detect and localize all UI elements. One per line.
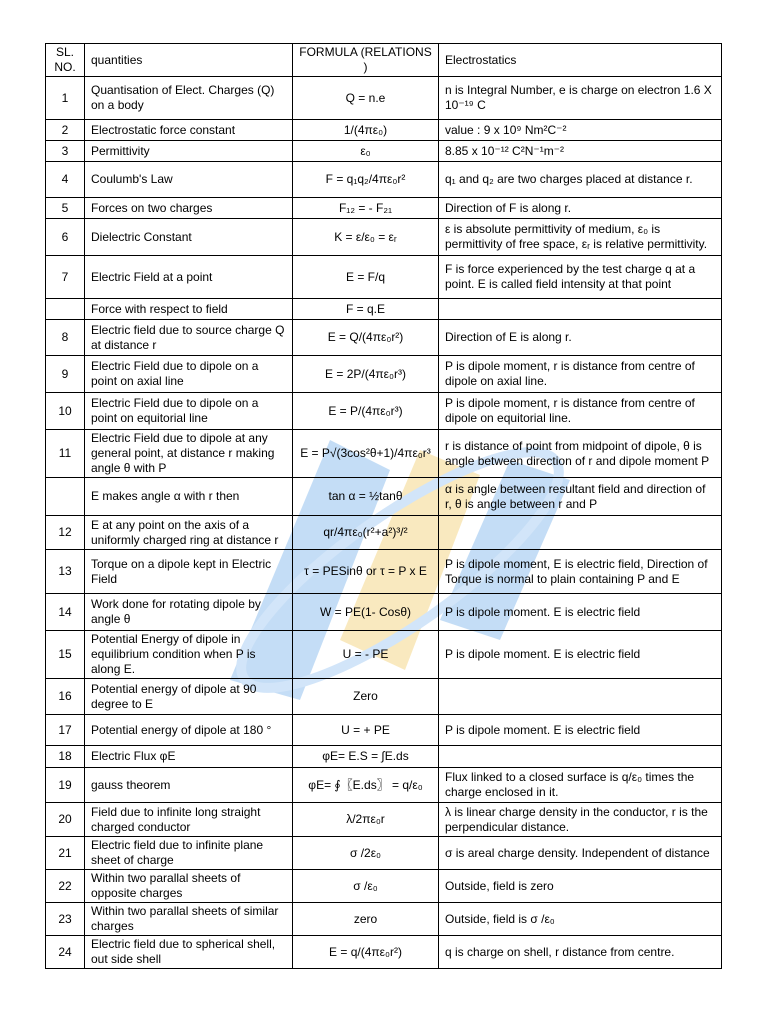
- note-cell: P is dipole moment, r is distance from centre of dipole on equitorial line.: [439, 393, 722, 430]
- row-number: 10: [46, 393, 85, 430]
- note-cell: Direction of E is along r.: [439, 320, 722, 356]
- formula-cell: W = PE(1- Cosθ): [293, 594, 439, 631]
- quantity-cell: gauss theorem: [85, 768, 293, 803]
- row-number: 23: [46, 903, 85, 936]
- header-topic: Electrostatics: [439, 44, 722, 77]
- formula-cell: σ /ε₀: [293, 870, 439, 903]
- row-number: 20: [46, 803, 85, 837]
- quantity-cell: Potential Energy of dipole in equilibrium condition when P is along E.: [85, 631, 293, 679]
- quantity-cell: Electrostatic force constant: [85, 120, 293, 141]
- table-row: [46, 679, 722, 715]
- note-cell: [439, 746, 722, 768]
- row-number: [46, 299, 85, 320]
- quantity-cell: E at any point on the axis of a uniformly charged ring at distance r: [85, 516, 293, 550]
- table-row: [46, 715, 722, 746]
- table-row: [46, 837, 722, 870]
- header-quantities: quantities: [85, 44, 293, 77]
- quantity-cell: Within two parallal sheets of opposite charges: [85, 870, 293, 903]
- row-number: 12: [46, 516, 85, 550]
- note-cell: [439, 516, 722, 550]
- table-row: [46, 77, 722, 120]
- formula-cell: U = + PE: [293, 715, 439, 746]
- row-number: 6: [46, 219, 85, 256]
- formula-cell: Zero: [293, 679, 439, 715]
- header-formula: FORMULA (RELATIONS ): [293, 44, 439, 77]
- formula-cell: U = - PE: [293, 631, 439, 679]
- table-row: [46, 746, 722, 768]
- quantity-cell: Potential energy of dipole at 180 °: [85, 715, 293, 746]
- table-row: [46, 120, 722, 141]
- note-cell: λ is linear charge density in the conductor, r is the perpendicular distance.: [439, 803, 722, 837]
- note-cell: 8.85 x 10⁻¹² C²N⁻¹m⁻²: [439, 141, 722, 162]
- row-number: 5: [46, 198, 85, 219]
- table-row: [46, 162, 722, 198]
- table-row: [46, 870, 722, 903]
- formula-cell: E = P/(4πε₀r³): [293, 393, 439, 430]
- quantity-cell: Electric Field due to dipole on a point on equitorial line: [85, 393, 293, 430]
- row-number: 3: [46, 141, 85, 162]
- quantity-cell: Coulumb's Law: [85, 162, 293, 198]
- table-header-row: [46, 44, 722, 77]
- row-number: 9: [46, 356, 85, 393]
- row-number: 18: [46, 746, 85, 768]
- note-cell: P is dipole moment. E is electric field: [439, 715, 722, 746]
- row-number: 7: [46, 256, 85, 299]
- quantity-cell: Electric Field at a point: [85, 256, 293, 299]
- quantity-cell: Force with respect to field: [85, 299, 293, 320]
- formula-cell: ε₀: [293, 141, 439, 162]
- table-row: [46, 936, 722, 969]
- row-number: [46, 478, 85, 516]
- note-cell: q is charge on shell, r distance from centre.: [439, 936, 722, 969]
- quantity-cell: Field due to infinite long straight charged conductor: [85, 803, 293, 837]
- row-number: 19: [46, 768, 85, 803]
- note-cell: Outside, field is σ /ε₀: [439, 903, 722, 936]
- note-cell: value : 9 x 10⁹ Nm²C⁻²: [439, 120, 722, 141]
- table-row: [46, 803, 722, 837]
- table-row: [46, 594, 722, 631]
- note-cell: Flux linked to a closed surface is q/ε₀ times the charge enclosed in it.: [439, 768, 722, 803]
- row-number: 21: [46, 837, 85, 870]
- row-number: 24: [46, 936, 85, 969]
- row-number: 14: [46, 594, 85, 631]
- table-row: [46, 198, 722, 219]
- row-number: 11: [46, 430, 85, 478]
- table-row: [46, 430, 722, 478]
- note-cell: α is angle between resultant field and direction of r, θ is angle between r and P: [439, 478, 722, 516]
- table-row: [46, 356, 722, 393]
- formula-cell: F = q₁q₂/4πε₀r²: [293, 162, 439, 198]
- formula-cell: E = P√(3cos²θ+1)/4πε₀r³: [293, 430, 439, 478]
- note-cell: F is force experienced by the test charge q at a point. E is called field intensity at that point: [439, 256, 722, 299]
- formula-cell: 1/(4πε₀): [293, 120, 439, 141]
- quantity-cell: Dielectric Constant: [85, 219, 293, 256]
- note-cell: P is dipole moment. E is electric field: [439, 594, 722, 631]
- row-number: 1: [46, 77, 85, 120]
- quantity-cell: Quantisation of Elect. Charges (Q) on a body: [85, 77, 293, 120]
- table-row: [46, 631, 722, 679]
- formula-cell: λ/2πε₀r: [293, 803, 439, 837]
- table-row: [46, 903, 722, 936]
- note-cell: [439, 679, 722, 715]
- quantity-cell: E makes angle α with r then: [85, 478, 293, 516]
- quantity-cell: Electric field due to spherical shell, out side shell: [85, 936, 293, 969]
- formula-table: [45, 43, 722, 969]
- formula-cell: zero: [293, 903, 439, 936]
- row-number: 22: [46, 870, 85, 903]
- quantity-cell: Permittivity: [85, 141, 293, 162]
- note-cell: P is dipole moment, E is electric field, Direction of Torque is normal to plain containing P and E: [439, 550, 722, 594]
- quantity-cell: Electric Flux φE: [85, 746, 293, 768]
- table-row: [46, 516, 722, 550]
- note-cell: P is dipole moment. E is electric field: [439, 631, 722, 679]
- note-cell: ε is absolute permittivity of medium, ε₀ is permittivity of free space, εᵣ is relative permittivity.: [439, 219, 722, 256]
- note-cell: σ is areal charge density. Independent of distance: [439, 837, 722, 870]
- formula-cell: F = q.E: [293, 299, 439, 320]
- row-number: 8: [46, 320, 85, 356]
- note-cell: [439, 299, 722, 320]
- note-cell: r is distance of point from midpoint of dipole, θ is angle between direction of r and dipole moment P: [439, 430, 722, 478]
- quantity-cell: Work done for rotating dipole by angle θ: [85, 594, 293, 631]
- table-row: [46, 550, 722, 594]
- quantity-cell: Potential energy of dipole at 90 degree to E: [85, 679, 293, 715]
- quantity-cell: Torque on a dipole kept in Electric Field: [85, 550, 293, 594]
- formula-cell: E = Q/(4πε₀r²): [293, 320, 439, 356]
- formula-cell: φE= E.S = ∫E.ds: [293, 746, 439, 768]
- row-number: 16: [46, 679, 85, 715]
- table-row: [46, 256, 722, 299]
- table-row: [46, 219, 722, 256]
- note-cell: P is dipole moment, r is distance from centre of dipole on axial line.: [439, 356, 722, 393]
- note-cell: q₁ and q₂ are two charges placed at distance r.: [439, 162, 722, 198]
- table-row: [46, 299, 722, 320]
- quantity-cell: Electric Field due to dipole on a point on axial line: [85, 356, 293, 393]
- note-cell: n is Integral Number, e is charge on electron 1.6 X 10⁻¹⁹ C: [439, 77, 722, 120]
- quantity-cell: Electric Field due to dipole at any general point, at distance r making angle θ with P: [85, 430, 293, 478]
- header-sl-no: SL. NO.: [46, 44, 85, 77]
- row-number: 15: [46, 631, 85, 679]
- row-number: 2: [46, 120, 85, 141]
- quantity-cell: Electric field due to source charge Q at distance r: [85, 320, 293, 356]
- quantity-cell: Forces on two charges: [85, 198, 293, 219]
- formula-cell: E = F/q: [293, 256, 439, 299]
- note-cell: Outside, field is zero: [439, 870, 722, 903]
- table-row: [46, 393, 722, 430]
- quantity-cell: Electric field due to infinite plane sheet of charge: [85, 837, 293, 870]
- row-number: 13: [46, 550, 85, 594]
- row-number: 4: [46, 162, 85, 198]
- quantity-cell: Within two parallal sheets of similar charges: [85, 903, 293, 936]
- table-row: [46, 320, 722, 356]
- table-row: [46, 478, 722, 516]
- formula-cell: Q = n.e: [293, 77, 439, 120]
- formula-cell: σ /2ε₀: [293, 837, 439, 870]
- formula-cell: K = ε/ε₀ = εᵣ: [293, 219, 439, 256]
- formula-cell: E = 2P/(4πε₀r³): [293, 356, 439, 393]
- formula-cell: φE= ∮〖E.ds〗 = q/ε₀: [293, 768, 439, 803]
- note-cell: Direction of F is along r.: [439, 198, 722, 219]
- formula-cell: F₁₂ = - F₂₁: [293, 198, 439, 219]
- formula-cell: τ = PESinθ or τ = P x E: [293, 550, 439, 594]
- table-row: [46, 141, 722, 162]
- formula-cell: E = q/(4πε₀r²): [293, 936, 439, 969]
- formula-cell: tan α = ½tanθ: [293, 478, 439, 516]
- row-number: 17: [46, 715, 85, 746]
- table-row: [46, 768, 722, 803]
- formula-cell: qr/4πε₀(r²+a²)³/²: [293, 516, 439, 550]
